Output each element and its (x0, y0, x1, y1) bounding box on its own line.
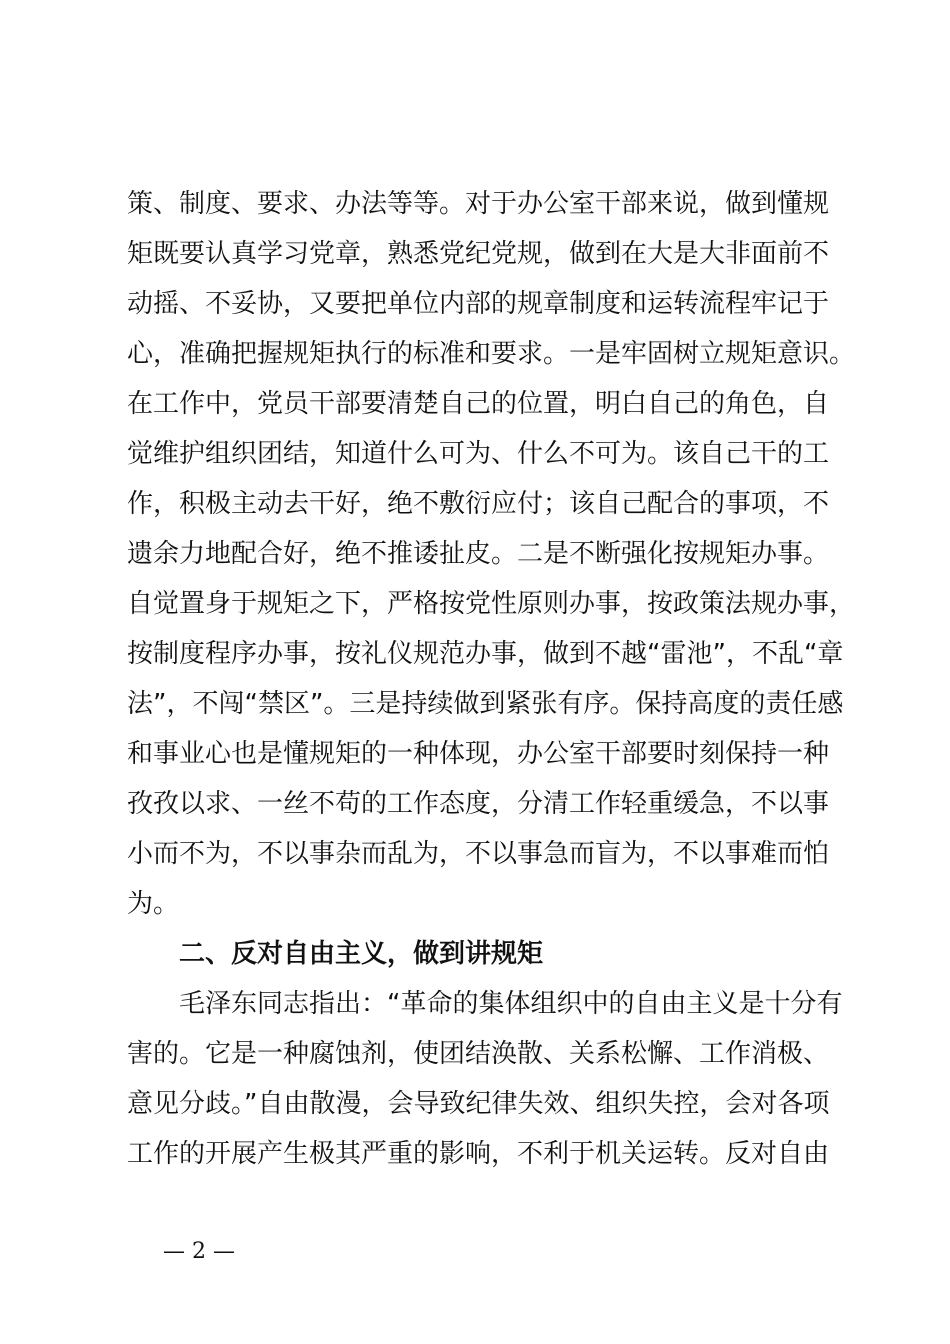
paragraph-line: 在工作中，党员干部要清楚自己的位置，明白自己的角色，自 (127, 389, 830, 419)
paragraph-line: 动摇、不妥协，又要把单位内部的规章制度和运转流程牢记于 (127, 289, 830, 319)
paragraph-line: 矩既要认真学习党章，熟悉党纪党规，做到在大是大非面前不 (127, 239, 830, 269)
paragraph-line: 自觉置身于规矩之下，严格按党性原则办事，按政策法规办事， (127, 589, 856, 619)
paragraph-line: 心，准确把握规矩执行的标准和要求。一是牢固树立规矩意识。 (127, 339, 856, 369)
paragraph-line: 法”，不闯“禁区”。三是持续做到紧张有序。保持高度的责任感 (127, 689, 844, 719)
paragraph-line: 为。 (127, 889, 180, 919)
paragraph-line: 毛泽东同志指出：“革命的集体组织中的自由主义是十分有 (179, 989, 843, 1019)
paragraph-line: 策、制度、要求、办法等等。对于办公室干部来说，做到懂规 (127, 189, 830, 219)
paragraph-line: 和事业心也是懂规矩的一种体现，办公室干部要时刻保持一种 (127, 739, 830, 769)
paragraph-line: 工作的开展产生极其严重的影响，不利于机关运转。反对自由 (127, 1139, 830, 1169)
paragraph-line: 意见分歧。”自由散漫，会导致纪律失效、组织失控，会对各项 (127, 1089, 830, 1119)
paragraph-line: 小而不为，不以事杂而乱为，不以事急而盲为，不以事难而怕 (127, 839, 830, 869)
paragraph-line: 作，积极主动去干好，绝不敷衍应付；该自己配合的事项，不 (127, 489, 830, 519)
paragraph-line: 遗余力地配合好，绝不推诿扯皮。二是不断强化按规矩办事。 (127, 539, 830, 569)
paragraph-line: 孜孜以求、一丝不苟的工作态度，分清工作轻重缓急，不以事 (127, 789, 830, 819)
paragraph-line: 害的。它是一种腐蚀剂，使团结涣散、关系松懈、工作消极、 (127, 1039, 830, 1069)
paragraph-line: 觉维护组织团结，知道什么可为、什么不可为。该自己干的工 (127, 439, 830, 469)
paragraph-line: 按制度程序办事，按礼仪规范办事，做到不越“雷池”，不乱“章 (127, 639, 844, 669)
section-heading: 二、反对自由主义，做到讲规矩 (179, 939, 544, 969)
page-number: — 2 — (163, 1239, 235, 1264)
